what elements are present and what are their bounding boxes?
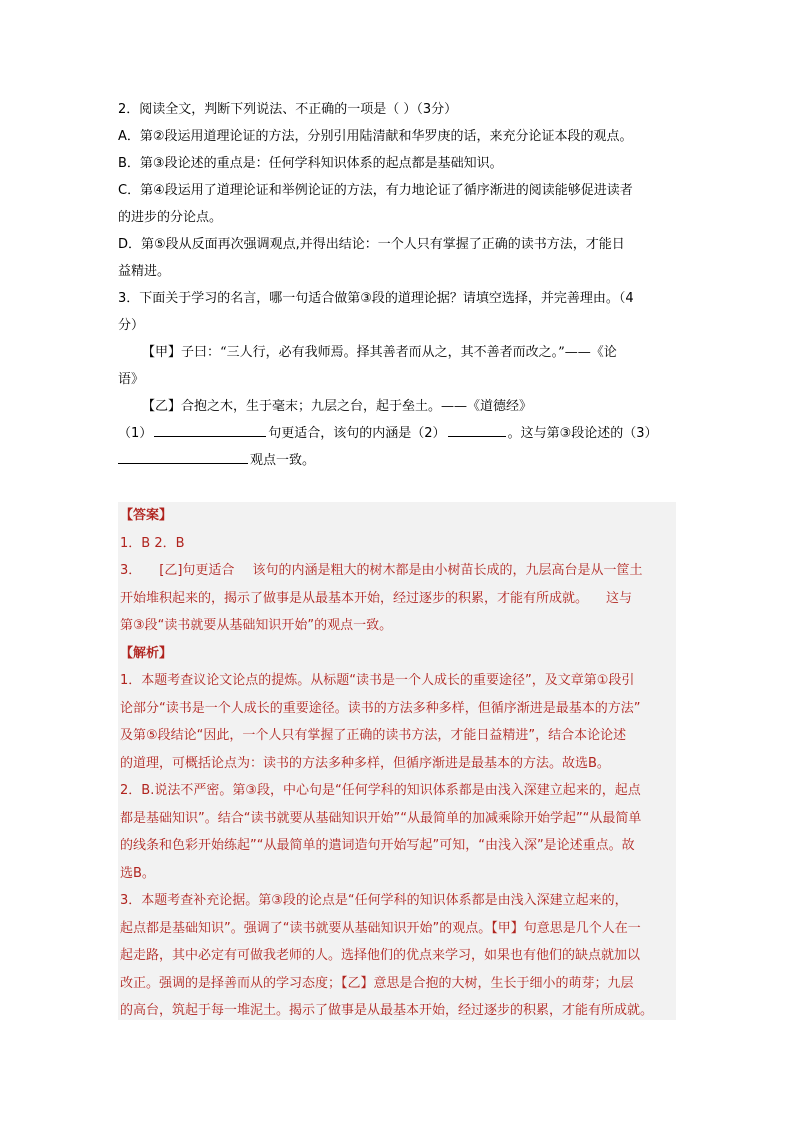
q2-option-a: A．第②段运用道理论证的方法，分别引用陆清献和华罗庚的话，来充分论证本段的观点。	[118, 129, 633, 144]
fill-blank-1[interactable]	[154, 420, 266, 437]
answer-tag: 【答案】	[120, 508, 173, 523]
answer-3-line-2	[120, 585, 676, 613]
answer-3-meaning-cont: 开始堆积起来的，揭示了做事是从最基本开始，经过逐步的积累，才能有所成就。	[120, 590, 589, 606]
q2-option-b: B．第③段论述的重点是：任何学科知识体系的起点都是基础知识。	[118, 156, 503, 171]
answer-section	[118, 502, 676, 1020]
q2-stem: 2．阅读全文，判断下列说法、不正确的一项是（ ）（3分）	[118, 102, 458, 117]
answer-3-line-3: 第③段“读书就要从基础知识开始”的观点一致。	[120, 618, 393, 633]
q3-stem: 3．下面关于学习的名言，哪一句适合做第③段的道理论据？请填空选择，并完善理由。（4	[118, 291, 634, 306]
quote-yi: 【乙】合抱之木，生于毫末；九层之台，起于垒土。——《道德经》	[142, 399, 533, 414]
analysis-line: 2．B.说法不严密。第③段，中心句是“任何学科的知识体系都是由浅入深建立起来的，起点	[120, 783, 641, 798]
answer-3-line-1	[120, 557, 676, 585]
fill-text-4: 观点一致。	[250, 453, 316, 468]
analysis-line: 都是基础知识”。结合“读书就要从基础知识开始”“从最简单的加减乘除开始学起”“从最简单	[120, 810, 642, 826]
analysis-line: 的高台，筑起于每一堆泥土。揭示了做事是从最基本开始，经过逐步的积累，才能有所成就。	[120, 1003, 654, 1018]
q3-fill-line-2	[118, 447, 678, 474]
fill-blank-2[interactable]	[448, 420, 506, 437]
quote-jia: 【甲】子曰：“三人行，必有我师焉。择其善者而从之，其不善者而改之。”——《论	[142, 345, 617, 360]
q3-fill-line	[118, 420, 678, 447]
analysis-tag: 【解析】	[120, 645, 173, 661]
answer-3-link: 这与	[606, 590, 633, 606]
analysis-line: 3．本题考查补充论据。第③段的论点是“任何学科的知识体系都是由浅入深建立起来的，	[120, 893, 628, 908]
q2-option-d-cont: 益精进。	[118, 264, 171, 279]
analysis-line: 改正。强调的是择善而从的学习态度；【乙】意思是合抱的大树，生长于细小的萌芽；九层	[120, 975, 634, 991]
analysis-line: 起走路，其中必定有可做我老师的人。选择他们的优点来学习，如果也有他们的缺点就加以	[120, 948, 641, 963]
analysis-line: 的道理，可概括论点为：读书的方法多种多样，但循序渐进是最基本的方法。故选B。	[120, 755, 610, 771]
analysis-line: 及第⑤段结论“因此，一个人只有掌握了正确的读书方法，才能日益精进”，结合本论论述	[120, 728, 627, 743]
answer-1-2: 1．B 2．B	[120, 535, 185, 551]
q2-option-d: D．第⑤段从反面再次强调观点,并得出结论：一个人只有掌握了正确的读书方法，才能日	[118, 237, 625, 252]
q3-stem-cont: 分）	[118, 318, 145, 333]
q2-option-c-cont: 的进步的分论点。	[118, 210, 223, 225]
analysis-line: 起点都是基础知识”。强调了“读书就要从基础知识开始”的观点。【甲】句意思是几个人在一	[120, 920, 641, 936]
fill-text-2: 句更适合，该句的内涵是（2）	[268, 426, 446, 441]
analysis-line: 的线条和色彩开始练起”“从最简单的遣词造句开始写起”可知，“由浅入深”是论述重点。故	[120, 838, 635, 853]
q2-option-c: C．第④段运用了道理论证和举例论证的方法，有力地论证了循序渐进的阅读能够促进读者	[118, 183, 633, 198]
question-section	[118, 96, 678, 474]
quote-jia-cont: 语》	[118, 372, 145, 387]
answer-3-meaning: 该句的内涵是粗大的树木都是由小树苗长成的，九层高台是从一筐土	[252, 563, 643, 578]
analysis-line: 论部分“读书是一个人成长的重要途径。读书的方法多种多样，但循序渐进是最基本的方法”	[120, 700, 641, 716]
fill-label-1: （1）	[118, 426, 153, 441]
answer-3-num: 3．	[120, 563, 142, 578]
analysis-line: 选B。	[120, 865, 155, 881]
fill-text-3: 。这与第③段论述的（3）	[507, 426, 658, 441]
analysis-line: 1．本题考查议论文论点的提炼。从标题“读书是一个人成长的重要途径”，及文章第①段引	[120, 673, 635, 688]
answer-3-choice: [乙]句更适合	[159, 563, 235, 578]
fill-blank-3[interactable]	[118, 447, 248, 464]
